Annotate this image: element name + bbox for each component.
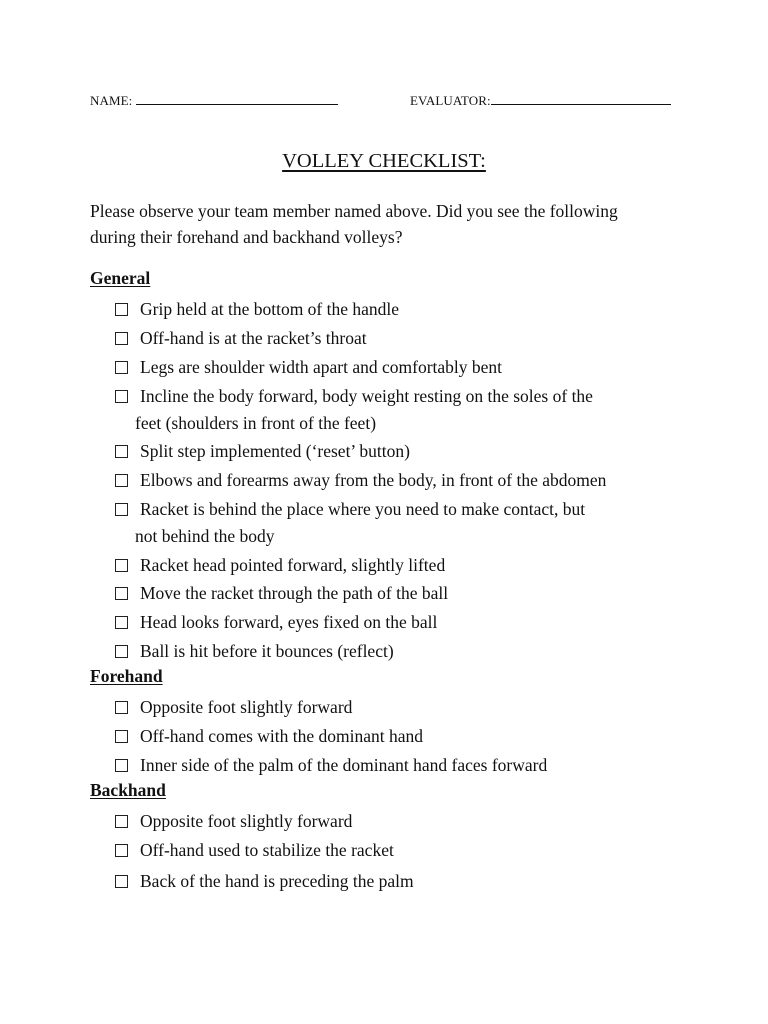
- checklist-item-label: Off-hand comes with the dominant hand: [140, 726, 424, 746]
- checklist-item: [115, 383, 690, 437]
- checkbox[interactable]: [115, 503, 128, 516]
- checklist-item: [115, 723, 690, 750]
- checklist-item-label: Incline the body forward, body weight resting on the soles of the: [140, 386, 593, 406]
- checklist-item: [115, 496, 690, 550]
- checklist-item: [115, 868, 690, 895]
- checkbox[interactable]: [115, 815, 128, 828]
- checkbox[interactable]: [115, 645, 128, 658]
- intro-paragraph: [90, 198, 680, 250]
- checklist-item: [115, 325, 690, 352]
- checkbox[interactable]: [115, 390, 128, 403]
- checklist-item: [115, 354, 690, 381]
- checklist-item: [115, 609, 690, 636]
- checklist-item-label-continued: not behind the body: [135, 526, 275, 546]
- intro-line-2: during their forehand and backhand volleys?: [90, 227, 403, 247]
- checklist-item-label: Opposite foot slightly forward: [140, 697, 353, 717]
- checklist-item: [115, 837, 690, 864]
- checklist-item-label: Off-hand used to stabilize the racket: [140, 840, 394, 860]
- checklist-item-label: Ball is hit before it bounces (reflect): [140, 641, 394, 661]
- checklist-item: [115, 694, 690, 721]
- checklist-item: [115, 580, 690, 607]
- checkbox[interactable]: [115, 875, 128, 888]
- checklist-item-label: Legs are shoulder width apart and comfortably bent: [140, 357, 503, 377]
- checklist-item-label: Head looks forward, eyes fixed on the ball: [140, 612, 438, 632]
- intro-line-1: Please observe your team member named above. Did you see the following: [90, 201, 618, 221]
- section-heading-forehand: Forehand: [90, 666, 163, 686]
- checklist-item: [115, 438, 690, 465]
- checkbox[interactable]: [115, 332, 128, 345]
- header-fields: [90, 92, 690, 112]
- evaluator-blank-line[interactable]: [491, 92, 671, 105]
- checklist-item-label: Opposite foot slightly forward: [140, 811, 353, 831]
- checkbox[interactable]: [115, 759, 128, 772]
- checkbox[interactable]: [115, 844, 128, 857]
- checkbox[interactable]: [115, 445, 128, 458]
- section-heading-general: General: [90, 268, 151, 288]
- checklist-item-label: Grip held at the bottom of the handle: [140, 299, 400, 319]
- checklist-item-label: Back of the hand is preceding the palm: [140, 871, 414, 891]
- checklist-item-label: Elbows and forearms away from the body, in front of the abdomen: [140, 470, 607, 490]
- checklist-item: [115, 552, 690, 579]
- checklist-item: [115, 752, 690, 779]
- checkbox[interactable]: [115, 587, 128, 600]
- checklist-item: [115, 638, 690, 665]
- page-title: VOLLEY CHECKLIST:: [282, 150, 486, 172]
- checklist-item: [115, 808, 690, 835]
- checklist-item-label: Move the racket through the path of the ball: [140, 583, 449, 603]
- checkbox[interactable]: [115, 701, 128, 714]
- evaluator-label: EVALUATOR:: [410, 93, 491, 108]
- checklist-item-label: Split step implemented (‘reset’ button): [140, 441, 410, 461]
- checklist-item-label: Racket is behind the place where you need to make contact, but: [140, 499, 586, 519]
- checklist-item-label: Off-hand is at the racket’s throat: [140, 328, 367, 348]
- evaluator-field[interactable]: [410, 92, 671, 109]
- checkbox[interactable]: [115, 361, 128, 374]
- checkbox[interactable]: [115, 474, 128, 487]
- name-blank-line[interactable]: [136, 92, 338, 105]
- checklist-item-label: Racket head pointed forward, slightly lifted: [140, 555, 446, 575]
- name-field[interactable]: [90, 92, 338, 109]
- checklist-item: [115, 467, 690, 494]
- checkbox[interactable]: [115, 616, 128, 629]
- checklist-item: [115, 296, 690, 323]
- checkbox[interactable]: [115, 303, 128, 316]
- name-label: NAME:: [90, 93, 133, 108]
- section-heading-backhand: Backhand: [90, 780, 166, 800]
- checklist-item-label-continued: feet (shoulders in front of the feet): [135, 413, 377, 433]
- checklist-item-label: Inner side of the palm of the dominant hand faces forward: [140, 755, 548, 775]
- checkbox[interactable]: [115, 730, 128, 743]
- checkbox[interactable]: [115, 559, 128, 572]
